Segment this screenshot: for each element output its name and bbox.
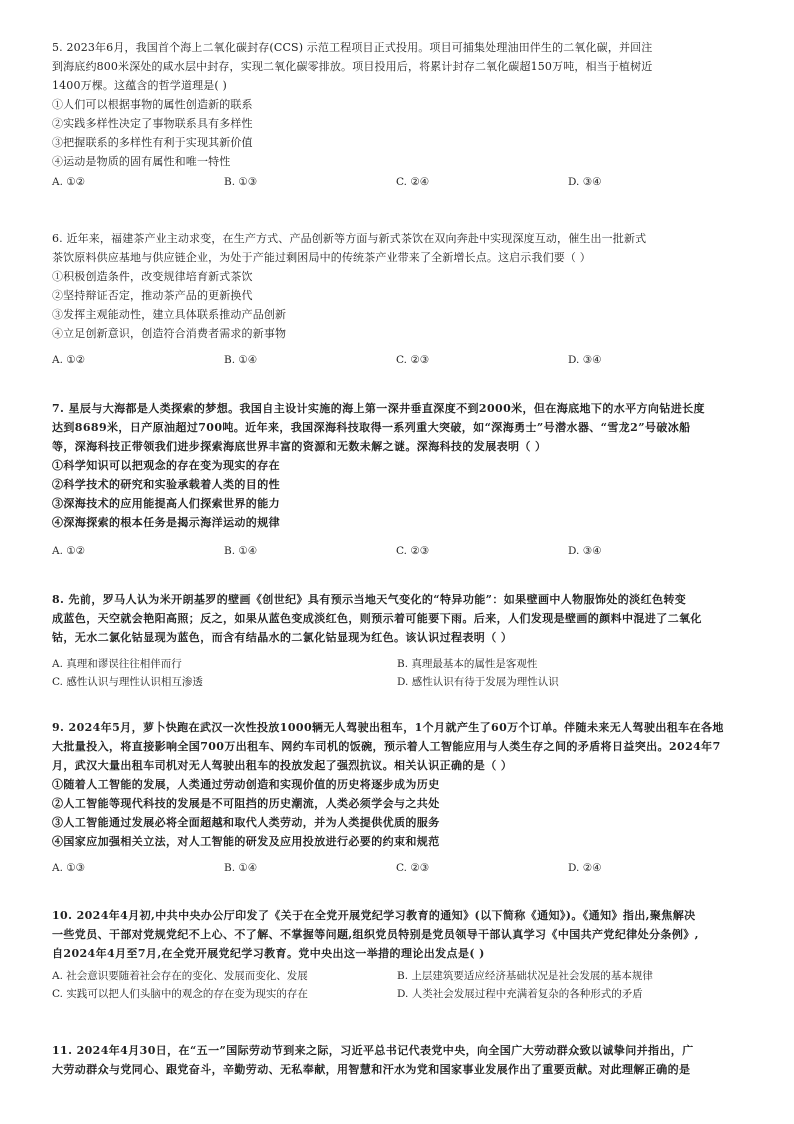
option-b[interactable]: B. ①④ — [224, 545, 258, 557]
option-c[interactable]: C. ②③ — [396, 862, 430, 874]
answer-options — [52, 967, 752, 1003]
question-5 — [52, 38, 752, 192]
question-stem-line: 自2024年4月至7月,在全党开展党纪学习教育。党中央出这一举措的理论出发点是( ) — [52, 947, 485, 960]
question-stem-line: 8. 先前，罗马人认为米开朗基罗的壁画《创世纪》具有预示当地天气变化的“特异功能”：如果壁画中人物服饰处的淡红色转变 — [52, 593, 687, 606]
statement-item: ①随着人工智能的发展，人类通过劳动创造和实现价值的历史将逐步成为历史 — [52, 778, 440, 791]
statement-item: ②实践多样性决定了事物联系具有多样性 — [52, 117, 253, 130]
option-a[interactable]: A. ①② — [52, 176, 86, 188]
question-stem-line: 钴，无水二氯化钴显现为蓝色，而含有结晶水的二氯化钴显现为红色。该认识过程表明（ ） — [52, 631, 513, 644]
option-d[interactable]: D. ③④ — [568, 545, 602, 557]
option-b[interactable]: B. 真理最基本的属性是客观性 — [397, 658, 538, 670]
option-a[interactable]: A. ①② — [52, 545, 86, 557]
answer-options — [52, 859, 752, 878]
option-a[interactable]: A. ①③ — [52, 862, 86, 874]
answer-options — [52, 542, 752, 561]
question-stem-line: 成蓝色，天空就会艳阳高照；反之，如果从蓝色变成淡红色，则预示着可能要下雨。后来，人们发现是壁画的颜料中混进了二氧化 — [52, 612, 702, 625]
statement-item: ④深海探索的根本任务是揭示海洋运动的规律 — [52, 516, 280, 529]
question-stem-line: 达到8689米，日产原油超过700吨。近年来，我国深海科技取得一系列重大突破，如“深海勇士”号潜水器、“雪龙2”号破冰船 — [52, 421, 691, 434]
question-stem-line: 一些党员、干部对党规党纪不上心、不了解、不掌握等问题,组织党员特别是党员领导干部认真学习《中国共产党纪律处分条例》, — [52, 928, 699, 941]
question-11 — [52, 1041, 752, 1079]
answer-options — [52, 655, 752, 691]
question-stem-line: 5. 2023年6月，我国首个海上二氧化碳封存(CCS) 示范工程项目正式投用。项目可捕集处理油田伴生的二氧化碳，并回注 — [52, 41, 653, 54]
option-d[interactable]: D. ③④ — [568, 176, 602, 188]
statement-item: ④国家应加强相关立法，对人工智能的研发及应用投放进行必要的约束和规范 — [52, 835, 440, 848]
statement-item: ③发挥主观能动性，建立具体联系推动产品创新 — [52, 308, 287, 321]
question-stem-line: 茶饮原料供应基地与供应链企业，为处于产能过剩困局中的传统茶产业带来了全新增长点。这启示我们要（ ） — [52, 251, 591, 264]
question-stem-line: 9. 2024年5月，萝卜快跑在武汉一次性投放1000辆无人驾驶出租车，1个月就产生了60万个订单。伴随未来无人驾驶出租车在各地 — [52, 721, 724, 734]
question-7 — [52, 399, 752, 561]
option-c[interactable]: C. ②④ — [396, 176, 430, 188]
statement-item: ①积极创造条件，改变规律培育新式茶饮 — [52, 270, 253, 283]
option-b[interactable]: B. ①④ — [224, 354, 258, 366]
answer-options — [52, 351, 752, 370]
option-d[interactable]: D. ③④ — [568, 354, 602, 366]
option-b[interactable]: B. 上层建筑要适应经济基础状况是社会发展的基本规律 — [397, 970, 653, 982]
option-d[interactable]: D. 感性认识有待于发展为理性认识 — [397, 676, 559, 688]
option-b[interactable]: B. ①④ — [224, 862, 258, 874]
statement-item: ①人们可以根据事物的属性创造新的联系 — [52, 98, 253, 111]
option-d[interactable]: D. ②④ — [568, 862, 602, 874]
statement-item: ④运动是物质的固有属性和唯一特性 — [52, 155, 231, 168]
question-stem-line: 1400万棵。这蕴含的哲学道理是( ) — [52, 79, 227, 92]
statement-item: ③把握联系的多样性有利于实现其新价值 — [52, 136, 253, 149]
option-a[interactable]: A. 社会意识要随着社会存在的变化、发展而变化、发展 — [52, 970, 308, 982]
option-a[interactable]: A. ①② — [52, 354, 86, 366]
statement-item: ④立足创新意识，创造符合消费者需求的新事物 — [52, 327, 287, 340]
question-stem-line: 7. 星辰与大海都是人类探索的梦想。我国自主设计实施的海上第一深井垂直深度不到2000米，但在海底地下的水平方向钻进长度 — [52, 402, 705, 415]
question-stem-line: 10. 2024年4月初,中共中央办公厅印发了《关于在全党开展党纪学习教育的通知》(以下简称《通知》)。《通知》指出,聚焦解决 — [52, 909, 696, 922]
question-stem-line: 等，深海科技正带领我们进步探索海底世界丰富的资源和无数未解之谜。深海科技的发展表明（ ） — [52, 440, 547, 453]
option-c[interactable]: C. ②③ — [396, 545, 430, 557]
option-c[interactable]: C. ②③ — [396, 354, 430, 366]
question-stem-line: 大批量投入，将直接影响全国700万出租车、网约车司机的饭碗，预示着人工智能应用与人类生存之间的矛盾将日益突出。2024年7 — [52, 740, 721, 753]
statement-item: ③人工智能通过发展必将全面超越和取代人类劳动，并为人类提供优质的服务 — [52, 816, 440, 829]
question-stem-line: 月，武汉大量出租车司机对无人驾驶出租车的投放发起了强烈抗议。相关认识正确的是（ ） — [52, 759, 513, 772]
answer-options — [52, 173, 752, 192]
statement-item: ②人工智能等现代科技的发展是不可阻挡的历史潮流，人类必须学会与之共处 — [52, 797, 440, 810]
statement-item: ②科学技术的研究和实验承载着人类的目的性 — [52, 478, 280, 491]
option-a[interactable]: A. 真理和谬误往往相伴而行 — [52, 658, 182, 670]
question-8 — [52, 590, 752, 691]
option-b[interactable]: B. ①③ — [224, 176, 258, 188]
question-10 — [52, 906, 752, 1003]
question-stem-line: 6. 近年来，福建茶产业主动求变，在生产方式、产品创新等方面与新式茶饮在双向奔赴中实现深度互动，催生出一批新式 — [52, 232, 647, 245]
option-c[interactable]: C. 感性认识与理性认识相互渗透 — [52, 676, 203, 688]
statement-item: ③深海技术的应用能提高人们探索世界的能力 — [52, 497, 280, 510]
question-6 — [52, 229, 752, 370]
statement-item: ①科学知识可以把观念的存在变为现实的存在 — [52, 459, 280, 472]
question-stem-line: 到海底约800米深处的咸水层中封存，实现二氧化碳零排放。项目投用后，将累计封存二氧化碳超150万吨，相当于植树近 — [52, 60, 653, 73]
question-stem-line: 11. 2024年4月30日，在“五一”国际劳动节到来之际，习近平总书记代表党中央，向全国广大劳动群众致以诚挚问并指出，广 — [52, 1044, 694, 1057]
option-c[interactable]: C. 实践可以把人们头脑中的观念的存在变为现实的存在 — [52, 988, 308, 1000]
statement-item: ②坚持辩证否定，推动茶产品的更新换代 — [52, 289, 253, 302]
question-stem-line: 大劳动群众与党同心、跟党奋斗，辛勤劳动、无私奉献，用智慧和汗水为党和国家事业发展作出了重要贡献。对此理解正确的是 — [52, 1063, 691, 1076]
question-9 — [52, 718, 752, 878]
option-d[interactable]: D. 人类社会发展过程中充满着复杂的各种形式的矛盾 — [397, 988, 643, 1000]
